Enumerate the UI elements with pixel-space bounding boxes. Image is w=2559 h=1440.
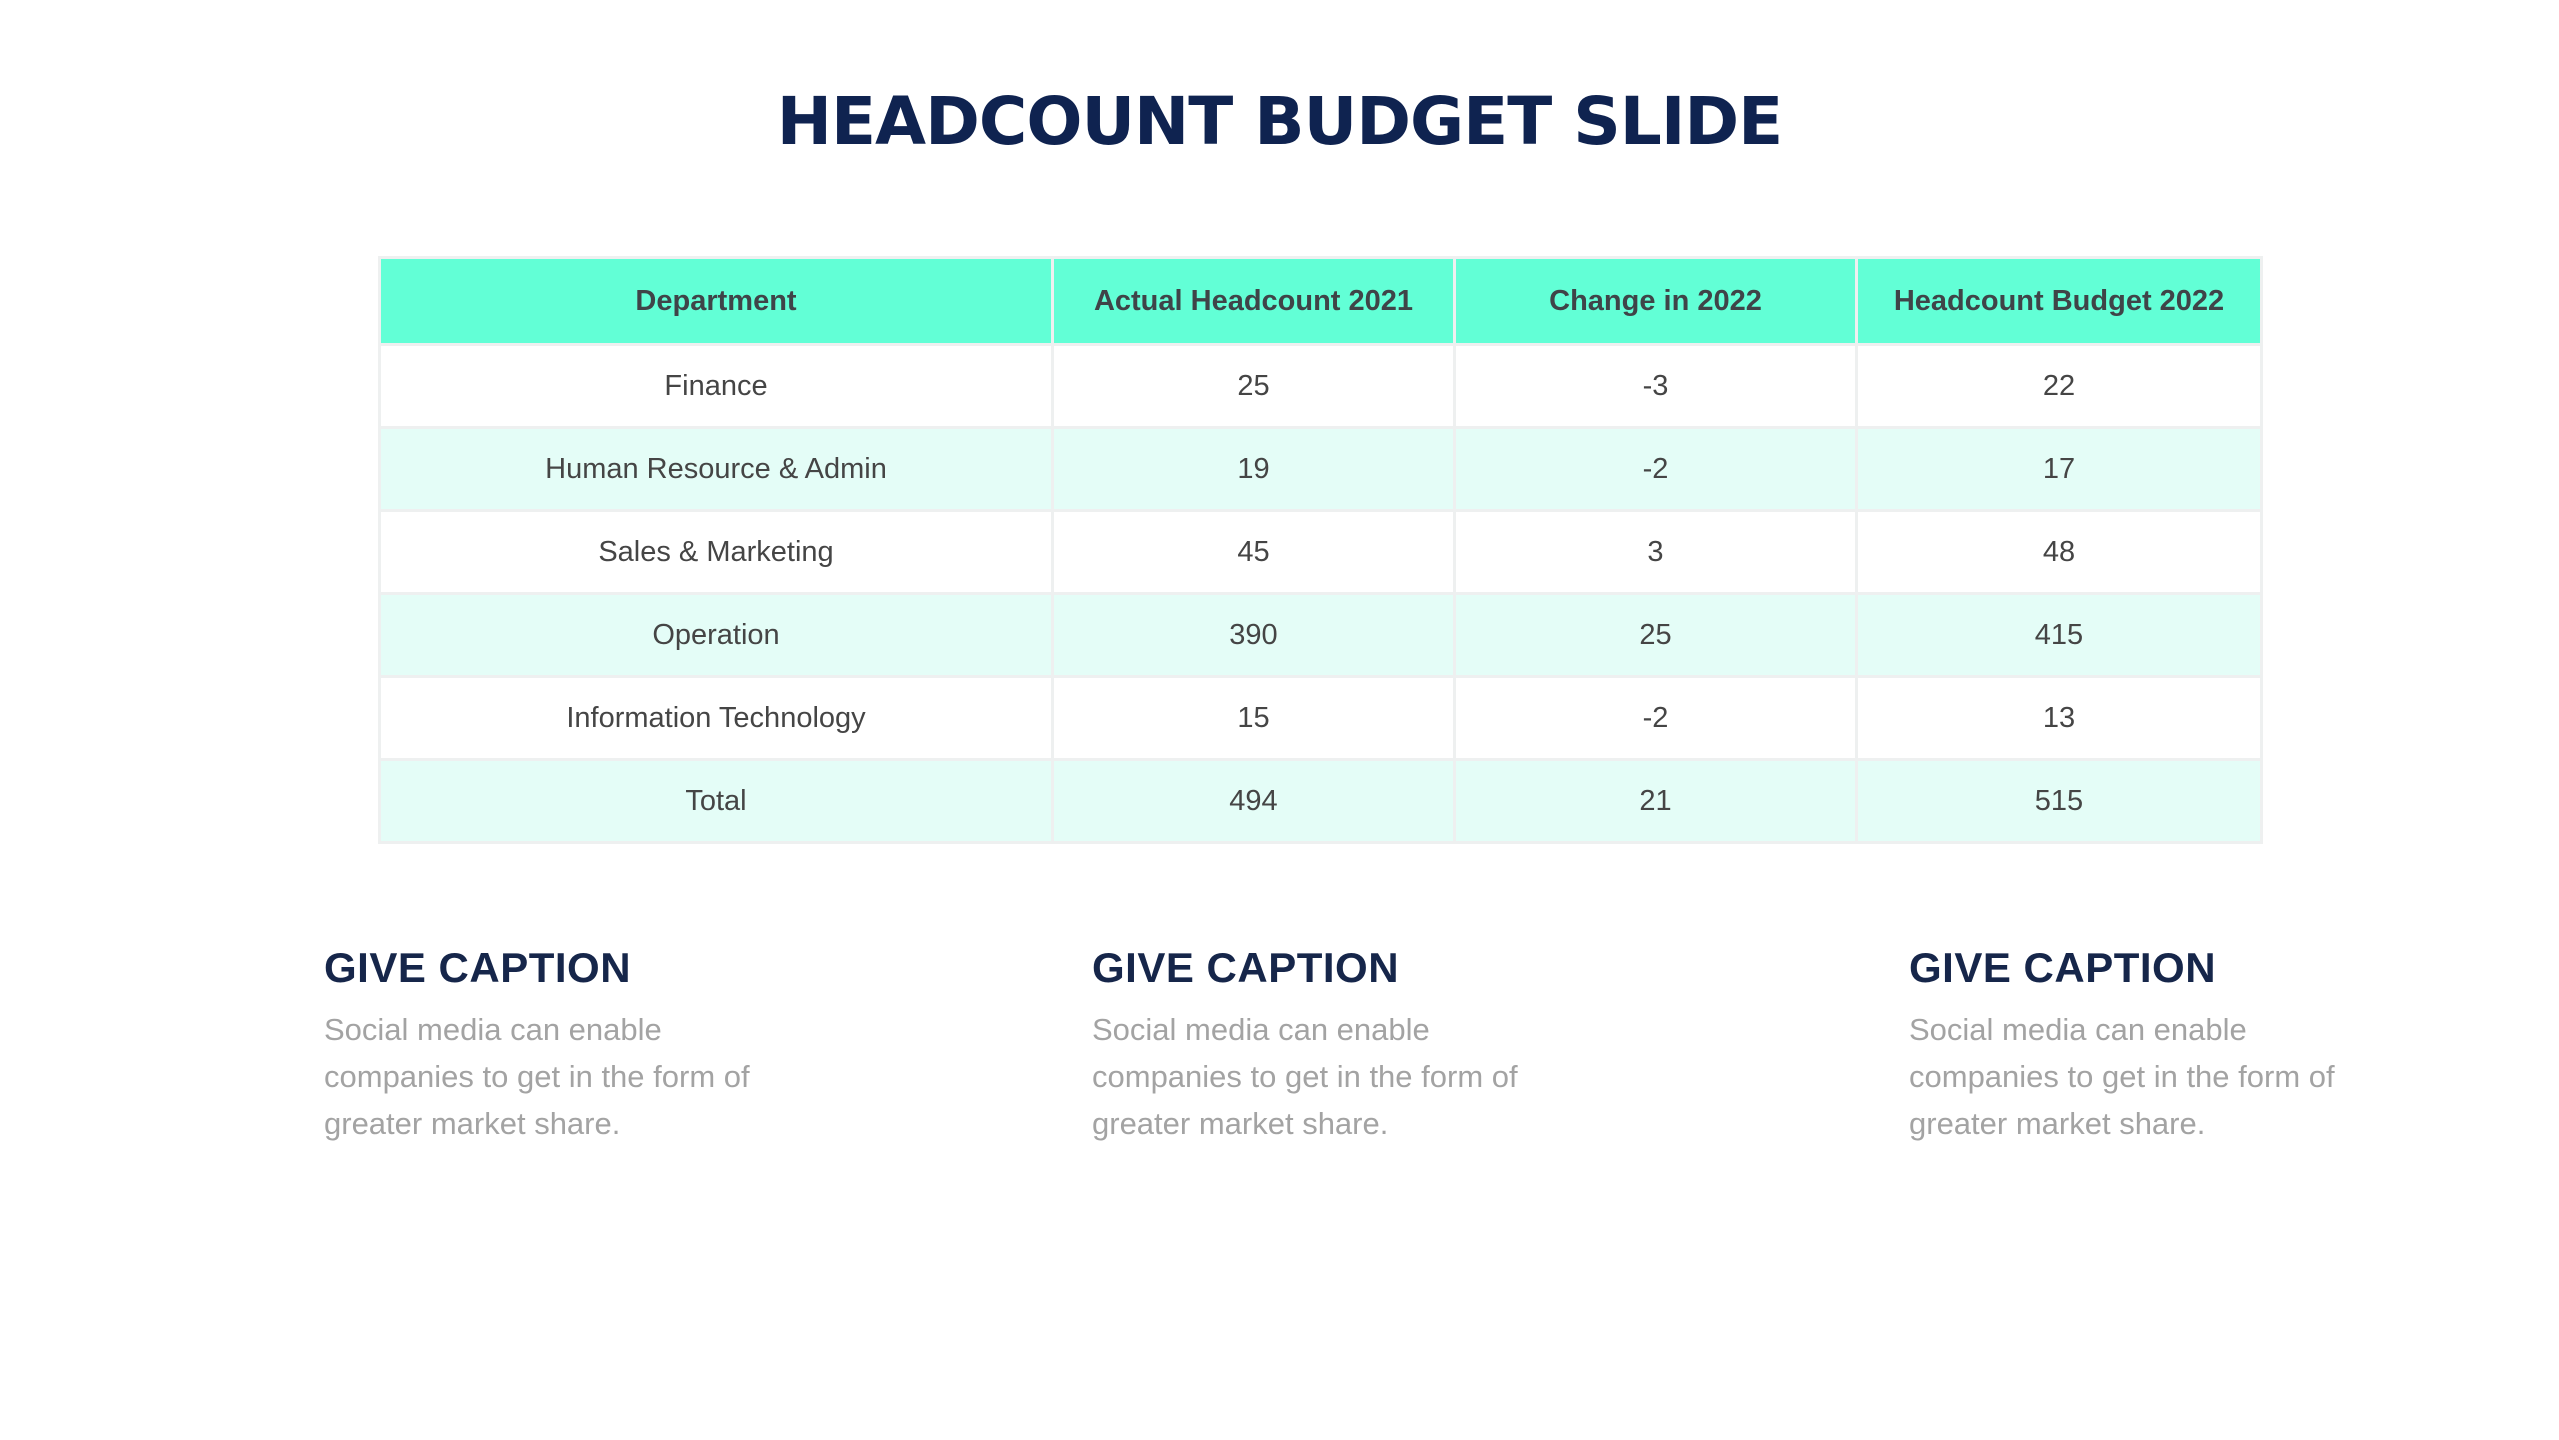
slide-title: HEADCOUNT BUDGET SLIDE: [776, 83, 1783, 160]
cell-department: Total: [380, 760, 1053, 843]
headcount-table-container: [378, 256, 2260, 844]
cell-budget: 13: [1857, 677, 2262, 760]
cell-change: -2: [1455, 428, 1857, 511]
cell-department: Operation: [380, 594, 1053, 677]
header-change-in-2022: Change in 2022: [1455, 258, 1857, 345]
cell-actual-headcount: 45: [1053, 511, 1455, 594]
cell-actual-headcount: 390: [1053, 594, 1455, 677]
table-row: [380, 428, 2262, 511]
cell-actual-headcount: 25: [1053, 345, 1455, 428]
cell-change: 25: [1455, 594, 1857, 677]
table-row: [380, 594, 2262, 677]
cell-change: 21: [1455, 760, 1857, 843]
caption-block-3: [1909, 938, 2529, 1147]
cell-change: 3: [1455, 511, 1857, 594]
caption-block-1: [324, 938, 944, 1147]
caption-text: Social media can enable companies to get in the form of greater market share.: [324, 1012, 750, 1141]
cell-actual-headcount: 19: [1053, 428, 1455, 511]
caption-text: Social media can enable companies to get in the form of greater market share.: [1092, 1012, 1518, 1141]
cell-department: Human Resource & Admin: [380, 428, 1053, 511]
cell-budget: 22: [1857, 345, 2262, 428]
cell-department: Finance: [380, 345, 1053, 428]
caption-title: GIVE CAPTION: [1092, 944, 1400, 991]
cell-actual-headcount: 494: [1053, 760, 1455, 843]
caption-title: GIVE CAPTION: [1909, 944, 2217, 991]
table-row-total: [380, 760, 2262, 843]
table-row: [380, 511, 2262, 594]
caption-text: Social media can enable companies to get in the form of greater market share.: [1909, 1012, 2335, 1141]
table-header-row: [380, 258, 2262, 345]
header-actual-headcount-2021: Actual Headcount 2021: [1053, 258, 1455, 345]
cell-actual-headcount: 15: [1053, 677, 1455, 760]
cell-budget: 415: [1857, 594, 2262, 677]
cell-budget: 515: [1857, 760, 2262, 843]
caption-title: GIVE CAPTION: [324, 944, 632, 991]
cell-change: -2: [1455, 677, 1857, 760]
cell-budget: 17: [1857, 428, 2262, 511]
cell-budget: 48: [1857, 511, 2262, 594]
table-row: [380, 345, 2262, 428]
table-row: [380, 677, 2262, 760]
header-department: Department: [380, 258, 1053, 345]
cell-department: Sales & Marketing: [380, 511, 1053, 594]
cell-change: -3: [1455, 345, 1857, 428]
caption-block-2: [1092, 938, 1712, 1147]
header-headcount-budget-2022: Headcount Budget 2022: [1857, 258, 2262, 345]
headcount-table: [378, 256, 2263, 844]
cell-department: Information Technology: [380, 677, 1053, 760]
